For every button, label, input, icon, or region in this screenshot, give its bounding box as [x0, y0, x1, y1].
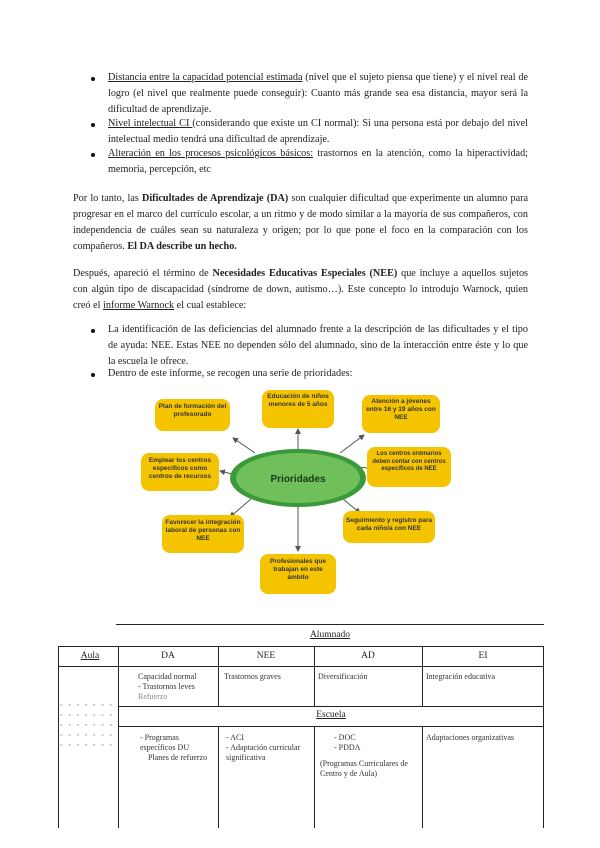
node-label: Atención a jóvenes entre 16 y 19 años con NEE: [366, 398, 436, 421]
node-educacion-ninos: [262, 390, 334, 428]
cell-line: (Programas Curriculares de Centro y de Aula): [320, 759, 408, 778]
arrow: [340, 435, 364, 453]
bullet-text: trastornos en la atención, como la hiperactividad; memoria, percepción, etc: [108, 148, 528, 175]
cell-da-row1: [138, 672, 218, 702]
node-label: Plan de formación del profesorado: [158, 403, 227, 418]
header-ad: AD: [361, 651, 375, 661]
paragraph-nee: [73, 266, 528, 314]
node-emplear-centros: [141, 453, 219, 491]
bold-term: Dificultades de Aprendizaje (DA): [141, 193, 289, 204]
cell-line: - PDDA: [334, 743, 361, 752]
arrow: [233, 438, 255, 453]
node-atencion-jovenes: [362, 395, 440, 433]
cell-nee-row1: Trastornos graves: [224, 672, 281, 681]
header-nee: NEE: [256, 651, 276, 661]
cell-line: Planes de refuerzo: [148, 753, 208, 762]
text-run: Por lo tanto, las: [73, 193, 142, 204]
cell-text: ACI: [230, 733, 245, 742]
text-run: que incluye a aquellos sujetos con algún tipo de discapacidad (síndrome de down, autismo…). Este concepto lo introdujo Warnock, quien creó el: [73, 268, 529, 311]
table-border: [218, 726, 219, 828]
underlined-term: informe Warnock: [102, 300, 175, 311]
cell-ei-row2: Adaptaciones organizativas: [426, 733, 515, 742]
cell-text: DOC: [338, 733, 356, 742]
cell-line: - DOC: [334, 733, 356, 742]
bullet-dot: [91, 77, 95, 81]
cell-text: PDDA: [338, 743, 361, 752]
cell-line: Capacidad normal: [138, 672, 197, 681]
center-label: Prioridades: [270, 474, 326, 485]
bullet-text: (nivel que el sujeto piensa que tiene) y el nivel real de logro (el nivel que realmente puede conseguir): Cuanto más grande sea esa distancia, mayor será la dificultad de aprendizaje.: [108, 72, 528, 115]
table-border: [314, 646, 315, 706]
table-title: Alumnado: [309, 630, 351, 640]
table-border: [422, 646, 423, 706]
table-border: [422, 726, 423, 828]
cell-line: Refuerzo: [138, 692, 168, 701]
node-label: Emplear los centros específicos como centros de recursos: [148, 457, 212, 480]
table-rule: [118, 706, 544, 707]
node-label: Seguimiento y registro para cada niño/a con NEE: [346, 517, 432, 532]
dotted-pattern: ◦ ◦ ◦ ◦ ◦ ◦ ◦ ◦ ◦ ◦ ◦ ◦ ◦ ◦ ◦ ◦ ◦ ◦ ◦ ◦ ◦ ◦ ◦ ◦ ◦ ◦ ◦ ◦ ◦ ◦ ◦ ◦ ◦ ◦ ◦: [60, 701, 114, 749]
bold-term: Necesidades Educativas Especiales (NEE): [212, 268, 398, 279]
table-border: [218, 646, 219, 706]
table-rule: [58, 666, 544, 667]
node-profesionales: [260, 554, 336, 594]
cell-text: Programas específicos DU: [140, 733, 190, 752]
table-border: [118, 646, 119, 828]
cell-line: - Programas específicos DU: [140, 733, 190, 752]
cell-da-row2: [140, 733, 216, 763]
cell-line: - Adaptación curricular significativa: [226, 743, 301, 762]
node-label: Profesionales que trabajan en este ámbito: [270, 558, 326, 581]
bullet-item: [108, 146, 528, 178]
header-ei: EI: [478, 651, 488, 661]
paragraph-da: [73, 191, 528, 255]
bullet-dot: [91, 153, 95, 157]
header-da: DA: [161, 651, 175, 661]
bullet-dot: [91, 373, 95, 377]
table-subtitle-escuela: Escuela: [316, 710, 346, 720]
table-border: [543, 646, 544, 828]
bullet-item: [108, 70, 528, 118]
text-run: Después, apareció el término de: [73, 268, 213, 279]
bold-statement: El DA describe un hecho.: [127, 241, 237, 252]
cell-ad-row1: Diversificación: [318, 672, 368, 681]
table-rule: [116, 624, 544, 625]
header-aula: Aula: [80, 651, 100, 661]
node-centros-ordinarios: [367, 447, 451, 487]
node-integracion-laboral: [162, 515, 244, 553]
node-label: Favorecer la integración laboral de personas con NEE: [165, 519, 241, 542]
bullet-dot: [91, 329, 95, 333]
node-label: Educación de niños menores de 5 años: [267, 393, 329, 408]
bullet-dot: [91, 123, 95, 127]
node-label: Los centros ordinarios deben contar con centros específicos de NEE: [372, 451, 446, 472]
underlined-term: Nivel intelectual CI: [108, 118, 193, 129]
table-rule: [118, 726, 544, 727]
cell-line: - ACI: [226, 733, 245, 742]
priorities-diagram: [138, 383, 462, 603]
cell-ad-row2: [320, 733, 420, 779]
underlined-term: Alteración en los procesos psicológicos básicos:: [108, 148, 314, 159]
node-plan-formacion: [155, 399, 230, 431]
text-run: son cualquier dificultad que experimente un alumno para progresar en el marco del currículo escolar, a un ritmo y de modo similar a la mayoría de sus compañeros, con independencia de cuáles sean su naturaleza y origen; por lo que pone el foco en la comparación con los compañeros.: [73, 193, 529, 252]
cell-nee-row2: [226, 733, 312, 763]
cell-ei-row1: Integración educativa: [426, 672, 496, 681]
bullet-item: Dentro de este informe, se recogen una serie de prioridades:: [108, 368, 353, 379]
text-run: el cual establece:: [174, 300, 247, 311]
cell-text: Trastornos leves: [142, 682, 195, 691]
underlined-term: Distancia entre la capacidad potencial estimada: [108, 72, 303, 83]
bullet-item: La identificación de las deficiencias del alumnado frente a la descripción de las dificultades y el tipo de ayuda: NEE. Estas NEE no dependen sólo del alumnado, sino de la interacción entre éste y lo que la escuela le ofrece.: [108, 324, 528, 367]
node-seguimiento: [343, 511, 435, 543]
table-border: [314, 726, 315, 828]
bullet-item: [108, 116, 528, 148]
bullet-text: (considerando que existe un CI normal): Si una persona está por debajo del nivel intelectual medio tendrá una dificultad de aprendizaje.: [108, 118, 528, 145]
table-border: [58, 646, 59, 828]
cell-text: Adaptación curricular significativa: [226, 743, 301, 762]
table-rule: [58, 646, 544, 647]
arrow: [343, 499, 360, 513]
cell-line: - Trastornos leves: [138, 682, 195, 691]
arrow: [230, 499, 251, 517]
